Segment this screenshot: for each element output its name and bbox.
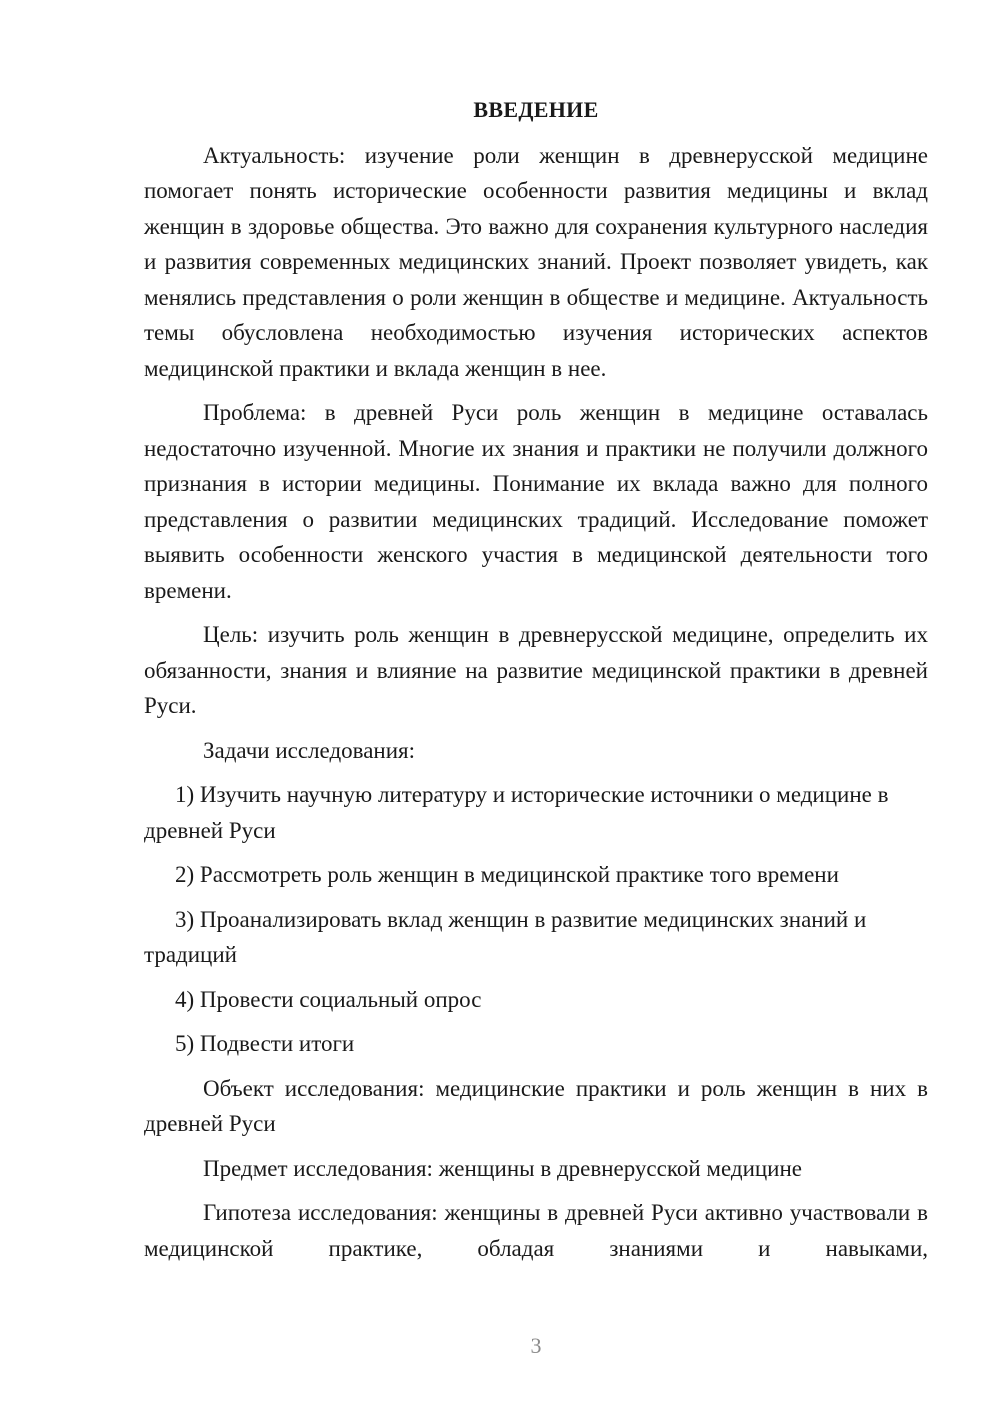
goal-paragraph: Цель: изучить роль женщин в древнерусской медицине, определить их обязанности, знания и влияние на развитие медицинской практики в древней Руси. bbox=[144, 622, 928, 718]
problem-paragraph: Проблема: в древней Руси роль женщин в медицине оставалась недостаточно изученной. Многие их знания и практики не получили должного признания в истории медицины. Понимание их вклада важно для полного представления о развитии медицинских традиций. Исследование поможет выявить особенности женского участия в медицинской деятельности того времени. bbox=[144, 400, 928, 603]
task-item-2: 2) Рассмотреть роль женщин в медицинской практике того времени bbox=[175, 862, 839, 887]
page-number: 3 bbox=[530, 1333, 542, 1358]
relevance-paragraph: Актуальность: изучение роли женщин в древнерусской медицине помогает понять исторические особенности развития медицины и вклад женщин в здоровье общества. Это важно для сохранения культурного наследия и развития современных медицинских знаний. Проект позволяет увидеть, как менялись представления о роли женщин в обществе и медицине. Актуальность темы обусловлена необходимостью изучения исторических аспектов медицинской практики и вклада женщин в нее. bbox=[144, 142, 928, 381]
section-heading: ВВЕДЕНИЕ bbox=[473, 97, 599, 122]
page-content bbox=[144, 92, 928, 1275]
tasks-heading: Задачи исследования: bbox=[203, 737, 416, 763]
hypothesis-paragraph: Гипотеза исследования: женщины в древней Руси активно участвовали в медицинской практике, обладая знаниями и навыками, bbox=[144, 1200, 928, 1261]
task-item-1: 1) Изучить научную литературу и исторические источники о медицине в древней Руси bbox=[144, 782, 889, 843]
task-item-4: 4) Провести социальный опрос bbox=[175, 986, 482, 1012]
task-item-5: 5) Подвести итоги bbox=[175, 1031, 355, 1056]
object-paragraph: Объект исследования: медицинские практики и роль женщин в них в древней Руси bbox=[144, 1075, 928, 1136]
task-item-3: 3) Проанализировать вклад женщин в развитие медицинских знаний и традиций bbox=[144, 906, 867, 967]
subject-paragraph: Предмет исследования: женщины в древнерусской медицине bbox=[203, 1155, 803, 1181]
